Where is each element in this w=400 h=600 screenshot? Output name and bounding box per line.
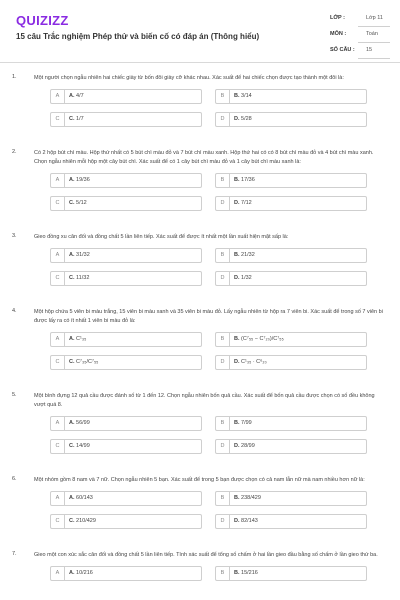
answer-option-c[interactable] [50,355,202,370]
answer-option-b[interactable] [215,416,367,431]
question-item [0,392,400,462]
meta-label: SỐ CÂU : [330,47,355,53]
question-item [0,476,400,537]
answer-options [34,332,384,378]
option-letter: C [51,197,65,210]
option-value: 1/7 [76,116,84,122]
option-label: D. [234,518,240,524]
option-label: A. [69,252,75,258]
question-text: Gieo một con xúc sắc cân đối và đồng chất 5 lần liên tiếp. Tính xác suất để tổng số chấm ở hai lần gieo đầu bằng số chấm ở lần gieo thứ ba. [34,552,378,558]
option-letter: B [216,90,230,103]
question-item [0,308,400,378]
option-body [69,249,90,262]
option-body [69,113,84,126]
option-letter: D [216,440,230,453]
option-value: 82/143 [241,518,258,524]
option-letter: C [51,272,65,285]
option-body [234,90,252,103]
answer-option-d[interactable] [215,355,367,370]
option-value: 5/28 [241,116,252,122]
answer-option-d[interactable] [215,514,367,529]
answer-options [34,89,384,135]
option-body [69,440,90,453]
option-value: 5/12 [76,200,87,206]
option-label: B. [234,420,240,426]
option-label: D. [234,116,240,122]
page-title: 15 câu Trắc nghiệm Phép thử và biến cố có đáp án (Thông hiểu) [16,32,260,41]
option-label: A. [69,420,75,426]
option-body [234,333,284,346]
option-letter: D [216,356,230,369]
option-letter: B [216,174,230,187]
answer-option-a[interactable] [50,416,202,431]
option-body [69,356,98,369]
option-letter: D [216,272,230,285]
answer-options [34,416,384,462]
option-value: 4/7 [76,93,84,99]
option-value: C¹₃₅ [76,336,87,342]
option-value: 14/99 [76,443,90,449]
option-letter: B [216,567,230,580]
option-letter: C [51,440,65,453]
option-letter: C [51,515,65,528]
answer-option-d[interactable] [215,112,367,127]
answer-option-b[interactable] [215,566,367,581]
question-number: 3. [12,233,17,239]
option-label: C. [69,275,75,281]
option-body [234,515,258,528]
answer-option-b[interactable] [215,173,367,188]
option-value: 1/32 [241,275,252,281]
answer-option-c[interactable] [50,439,202,454]
option-label: D. [234,443,240,449]
option-body [234,492,261,505]
option-body [69,567,93,580]
question-item [0,233,400,294]
option-value: 7/99 [241,420,252,426]
answer-options [34,248,384,294]
option-body [69,492,93,505]
option-value: 28/99 [241,443,255,449]
question-number: 5. [12,392,17,398]
question-item [0,551,400,580]
option-letter: C [51,113,65,126]
question-text: Gieo đồng xu cân đối và đồng chất 5 lần liên tiếp. Xác suất để được ít nhất một lần xuất hiện mặt sấp là: [34,234,289,240]
option-letter: B [216,333,230,346]
option-letter: D [216,515,230,528]
question-list [0,74,400,580]
option-label: D. [234,275,240,281]
option-value: 11/32 [76,275,90,281]
option-letter: B [216,417,230,430]
meta-value: 15 [366,47,373,53]
option-body [69,333,86,346]
answer-option-d[interactable] [215,196,367,211]
quizizz-logo: QUIZIZZ [16,13,69,28]
option-label: B. [234,336,240,342]
option-value: 21/32 [241,252,255,258]
answer-option-a[interactable] [50,491,202,506]
option-value: 19/36 [76,177,90,183]
option-value: C⁷₃₅/C⁷₅₅ [76,359,99,365]
option-label: D. [234,359,240,365]
answer-option-b[interactable] [215,332,367,347]
option-label: C. [69,116,75,122]
option-body [234,174,255,187]
answer-option-a[interactable] [50,89,202,104]
option-label: A. [69,570,75,576]
answer-option-d[interactable] [215,271,367,286]
page-header [0,0,400,63]
option-body [234,249,255,262]
meta-value: Toán [366,31,378,37]
meta-info [330,12,390,60]
meta-value: Lớp 11 [366,15,383,21]
option-label: B. [234,177,240,183]
option-letter: A [51,417,65,430]
answer-option-c[interactable] [50,271,202,286]
option-body [234,197,252,210]
question-text: Một hộp chứa 5 viên bi màu trắng, 15 viên bi màu xanh và 35 viên bi màu đỏ. Lấy ngẫu nhiên từ hộp ra 7 viên bi. Xác suất để trong số 7 viên bi được lấy ra có ít nhất 1 viên bi màu đỏ là: [34,309,383,324]
option-value: 60/143 [76,495,93,501]
question-item [0,149,400,219]
option-letter: A [51,174,65,187]
option-label: B. [234,252,240,258]
option-letter: C [51,356,65,369]
question-number: 1. [12,74,17,80]
answer-option-c[interactable] [50,514,202,529]
option-label: C. [69,518,75,524]
question-number: 2. [12,149,17,155]
answer-options [34,491,384,537]
option-body [69,515,96,528]
answer-option-c[interactable] [50,196,202,211]
option-value: 238/429 [241,495,261,501]
question-text: Một nhóm gồm 8 nam và 7 nữ. Chọn ngẫu nhiên 5 bạn. Xác suất để trong 5 bạn được chọn có cả nam lẫn nữ mà nam nhiều hơn nữ là: [34,477,365,483]
meta-row-class [330,12,390,28]
question-item [0,74,400,135]
option-letter: A [51,90,65,103]
option-letter: A [51,492,65,505]
option-body [234,113,252,126]
option-value: 15/216 [241,570,258,576]
answer-option-a[interactable] [50,173,202,188]
option-label: D. [234,200,240,206]
option-body [234,440,255,453]
option-body [234,272,252,285]
answer-option-a[interactable] [50,566,202,581]
question-text: Có 2 hộp bút chì màu. Hộp thứ nhất có 5 bút chì màu đỏ và 7 bút chì màu xanh. Hộp thứ hai có có 8 bút chì màu đỏ và 4 bút chì màu xanh. Chọn ngẫu nhiên mỗi hộp một cây bút chì. Xác suất để có 1 cây bút chì màu đỏ và 1 cây bút chì màu xanh là: [34,150,374,165]
answer-option-c[interactable] [50,112,202,127]
option-label: A. [69,336,75,342]
option-label: A. [69,93,75,99]
answer-option-d[interactable] [215,439,367,454]
question-text: Một bình đựng 12 quả cầu được đánh số từ 1 đến 12. Chọn ngẫu nhiên bốn quả cầu. Xác suất để bốn quả cầu được chọn có số đều không vượt quá 8. [34,393,375,408]
option-value: 210/429 [76,518,96,524]
option-label: B. [234,93,240,99]
question-number: 7. [12,551,17,557]
option-body [69,272,89,285]
option-value: 31/32 [76,252,90,258]
option-value: 7/12 [241,200,252,206]
option-body [234,417,252,430]
question-text: Một người chọn ngẫu nhiên hai chiếc giày từ bốn đôi giày cỡ khác nhau. Xác suất để hai chiếc chọn được tạo thành một đôi là: [34,75,344,81]
option-body [69,417,90,430]
option-letter: D [216,113,230,126]
option-label: A. [69,495,75,501]
option-label: C. [69,200,75,206]
option-value: 10/216 [76,570,93,576]
option-body [69,197,87,210]
answer-option-a[interactable] [50,248,202,263]
option-body [69,174,90,187]
meta-label: LỚP : [330,15,345,21]
option-letter: A [51,567,65,580]
answer-option-b[interactable] [215,248,367,263]
question-number: 6. [12,476,17,482]
answer-option-b[interactable] [215,89,367,104]
option-letter: A [51,333,65,346]
option-letter: B [216,249,230,262]
answer-options [34,173,384,219]
option-label: B. [234,570,240,576]
meta-row-count [330,44,390,60]
option-body [234,567,258,580]
option-letter: A [51,249,65,262]
option-value: 17/36 [241,177,255,183]
meta-row-subject [330,28,390,44]
answer-option-a[interactable] [50,332,202,347]
option-value: C¹₃₅ · C⁶₂₀ [241,359,267,365]
option-body [234,356,267,369]
option-label: B. [234,495,240,501]
option-body [69,90,84,103]
answer-option-b[interactable] [215,491,367,506]
answer-options [34,566,384,580]
option-letter: B [216,492,230,505]
option-letter: D [216,197,230,210]
question-number: 4. [12,308,17,314]
meta-label: MÔN : [330,31,347,37]
option-value: 3/14 [241,93,252,99]
option-value: (C⁷₅₅ − C⁷₂₀)/C⁷₅₅ [241,336,284,342]
option-label: C. [69,443,75,449]
option-label: A. [69,177,75,183]
option-label: C. [69,359,75,365]
option-value: 56/99 [76,420,90,426]
